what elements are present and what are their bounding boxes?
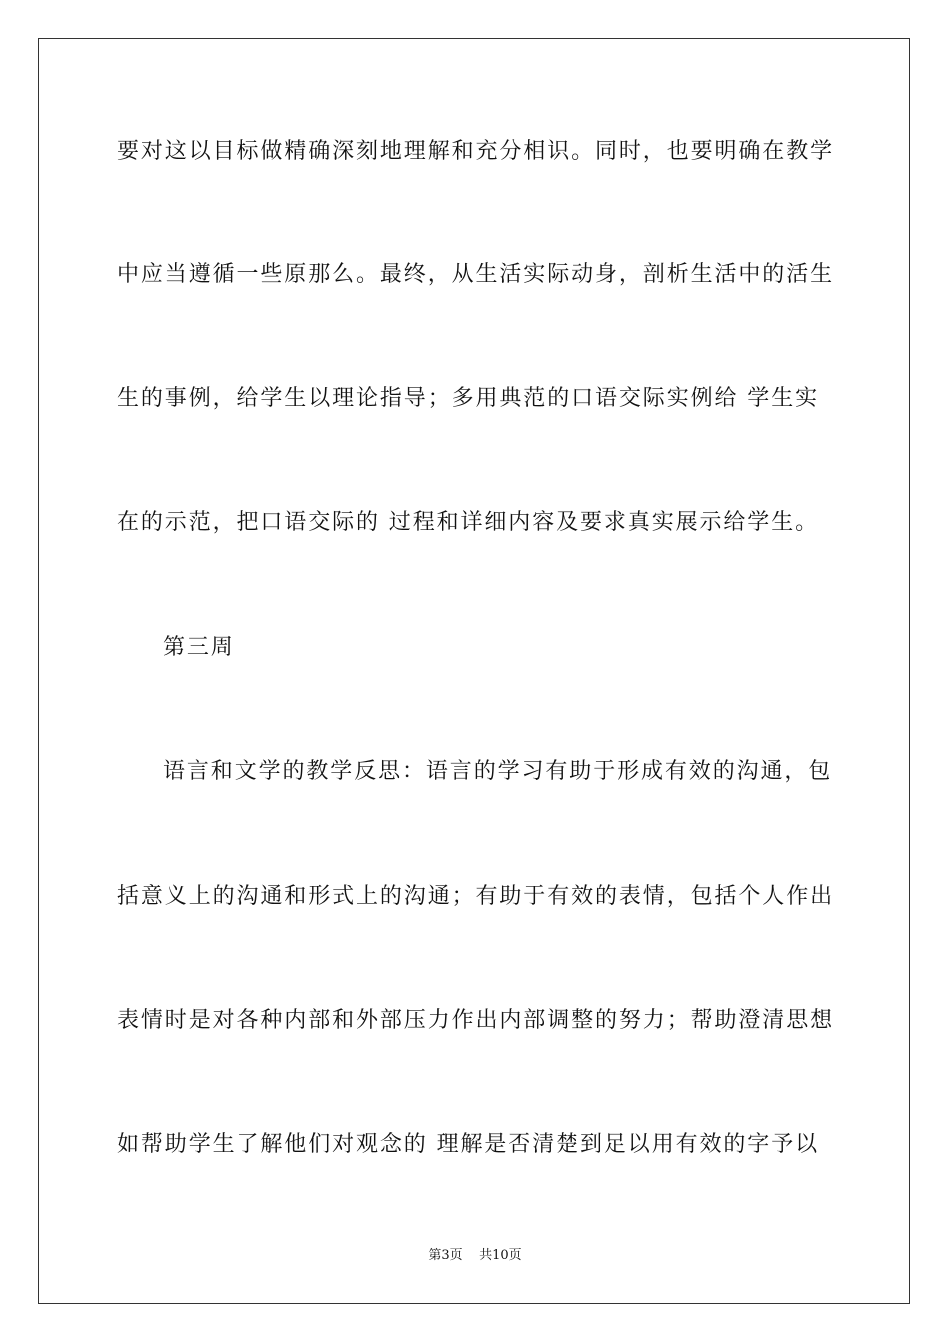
- paragraph-line: 生的事例，给学生以理论指导；多用典范的口语交际实例给 学生实: [117, 386, 819, 411]
- paragraph-line: 在的示范，把口语交际的 过程和详细内容及要求真实展示给学生。: [117, 510, 819, 535]
- paragraph-line: 括意义上的沟通和形式上的沟通；有助于有效的表情，包括个人作出: [117, 884, 835, 909]
- page-frame: [38, 38, 910, 1304]
- page-number: 第3页: [428, 1248, 463, 1263]
- page-total: 共10页: [479, 1248, 522, 1263]
- paragraph-line: 要对这以目标做精确深刻地理解和充分相识。同时，也要明确在教学: [117, 139, 835, 164]
- page-footer: [0, 1247, 950, 1265]
- paragraph-line: 如帮助学生了解他们对观念的 理解是否清楚到足以用有效的字予以: [117, 1132, 819, 1157]
- paragraph-line: 语言和文学的教学反思：语言的学习有助于形成有效的沟通，包: [163, 759, 833, 784]
- paragraph-line: 表情时是对各种内部和外部压力作出内部调整的努力；帮助澄清思想: [117, 1008, 835, 1033]
- section-heading: 第三周: [163, 635, 235, 660]
- paragraph-line: 中应当遵循一些原那么。最终，从生活实际动身，剖析生活中的活生: [117, 262, 835, 287]
